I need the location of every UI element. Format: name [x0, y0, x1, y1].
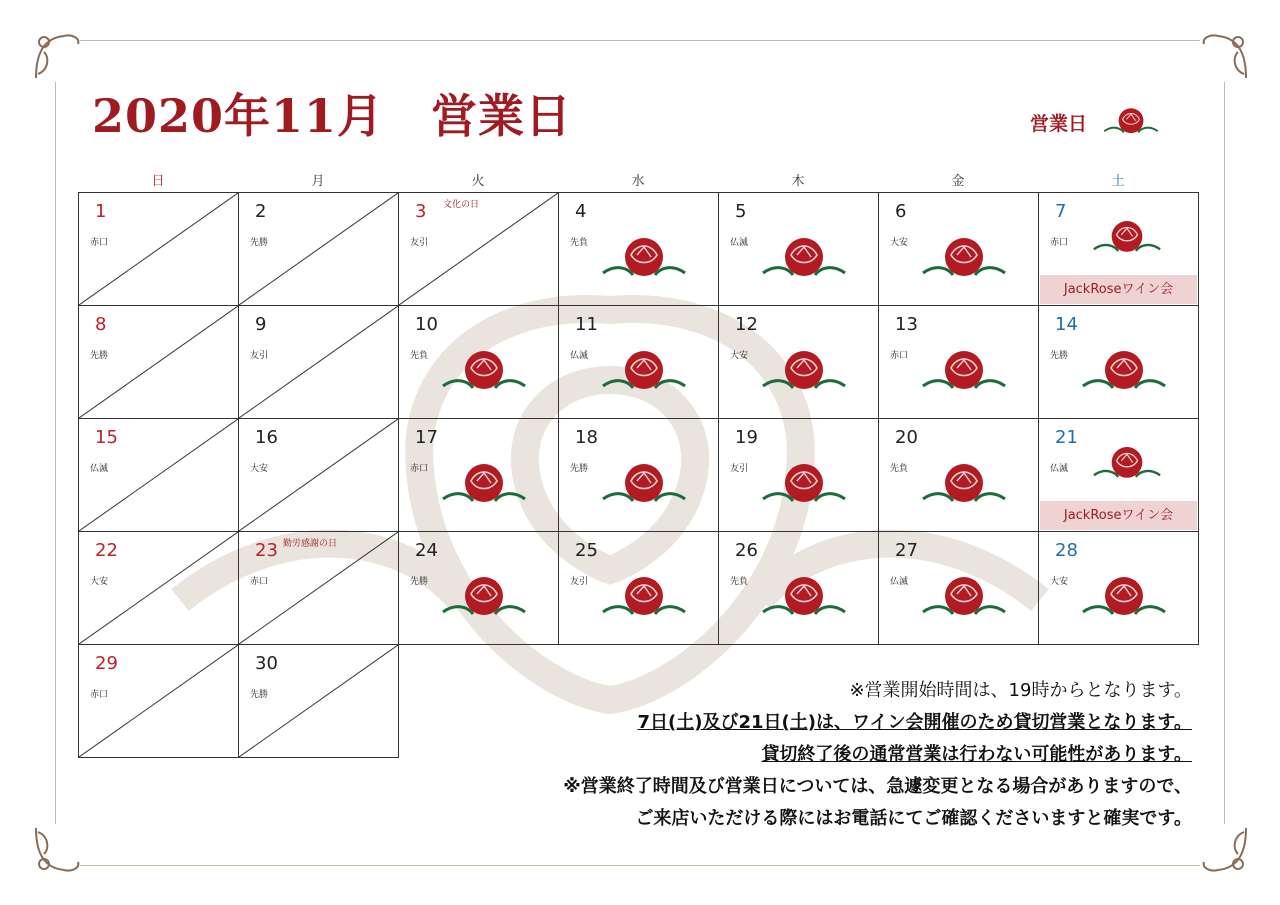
- rokuyo-label: 先勝: [570, 464, 589, 474]
- day-cell: [399, 419, 559, 532]
- day-number: 6: [895, 201, 907, 222]
- frame-right-line: [1224, 82, 1225, 824]
- day-number: 19: [735, 427, 758, 448]
- notes: [563, 676, 1192, 836]
- day-number: 12: [735, 314, 758, 335]
- weekday-header: 土: [1111, 174, 1125, 189]
- day-number: 8: [95, 314, 107, 335]
- rose-icon: [1079, 346, 1169, 398]
- day-cell: [79, 419, 239, 532]
- day-number: 4: [575, 201, 587, 222]
- rose-icon: [919, 346, 1009, 398]
- rokuyo-label: 先負: [570, 238, 589, 248]
- rose-icon: [599, 233, 689, 285]
- day-number: 23: [255, 540, 278, 561]
- rokuyo-label: 大安: [730, 351, 749, 361]
- rokuyo-label: 先負: [890, 464, 909, 474]
- rokuyo-label: 大安: [890, 238, 909, 248]
- day-cell: [399, 193, 559, 306]
- day-cell: [879, 306, 1039, 419]
- day-cell: [879, 193, 1039, 306]
- day-number: 24: [415, 540, 438, 561]
- day-number: 21: [1055, 427, 1078, 448]
- day-cell: [239, 306, 399, 419]
- rokuyo-label: 仏滅: [570, 351, 589, 361]
- day-number: 18: [575, 427, 598, 448]
- rose-icon: [599, 346, 689, 398]
- rokuyo-label: 赤口: [1050, 238, 1069, 248]
- day-number: 29: [95, 653, 118, 674]
- weekday-header: 日: [151, 174, 165, 189]
- day-cell: [719, 532, 879, 645]
- day-number: 28: [1055, 540, 1078, 561]
- legend-label: 営業日: [1030, 112, 1088, 135]
- event-badge: JackRoseワイン会: [1040, 275, 1197, 304]
- rokuyo-label: 赤口: [890, 351, 909, 361]
- rose-icon: [1087, 217, 1167, 259]
- rokuyo-label: 友引: [410, 238, 429, 248]
- corner-ornament-icon: [30, 28, 86, 84]
- rokuyo-label: 赤口: [250, 577, 269, 587]
- rose-icon: [1087, 443, 1167, 485]
- rokuyo-label: 大安: [90, 577, 109, 587]
- calendar-grid: [78, 192, 1199, 758]
- corner-ornament-icon: [30, 822, 86, 878]
- day-number: 15: [95, 427, 118, 448]
- day-cell: [879, 532, 1039, 645]
- day-number: 7: [1055, 201, 1067, 222]
- day-cell: [239, 419, 399, 532]
- day-number: 9: [255, 314, 267, 335]
- rokuyo-label: 友引: [250, 351, 269, 361]
- note-line: 7日(土)及び21日(土)は、ワイン会開催のため貸切営業となります。: [637, 712, 1192, 733]
- day-number: 13: [895, 314, 918, 335]
- calendar-week-row: [79, 419, 1199, 532]
- rose-icon: [599, 459, 689, 511]
- rose-icon: [919, 233, 1009, 285]
- rose-icon: [439, 459, 529, 511]
- rose-icon: [759, 459, 849, 511]
- rose-icon: [439, 346, 529, 398]
- day-number: 5: [735, 201, 747, 222]
- rose-icon: [759, 346, 849, 398]
- rokuyo-label: 友引: [570, 577, 589, 587]
- day-cell: [879, 419, 1039, 532]
- rokuyo-label: 友引: [730, 464, 749, 474]
- day-number: 14: [1055, 314, 1078, 335]
- holiday-label: 文化の日: [443, 200, 480, 210]
- day-number: 11: [575, 314, 598, 335]
- day-cell: [559, 193, 719, 306]
- day-cell: [239, 532, 399, 645]
- day-number: 3: [415, 201, 427, 222]
- day-cell: [399, 306, 559, 419]
- day-cell: [719, 193, 879, 306]
- rokuyo-label: 大安: [1050, 577, 1069, 587]
- day-cell: [239, 193, 399, 306]
- rose-icon: [759, 233, 849, 285]
- note-line: ご来店いただける際にはお電話にてご確認くださいますと確実です。: [635, 808, 1192, 829]
- day-number: 16: [255, 427, 278, 448]
- rokuyo-label: 赤口: [90, 238, 109, 248]
- frame-bottom-line: [80, 865, 1200, 866]
- calendar-week-row: [79, 193, 1199, 306]
- rokuyo-label: 大安: [250, 464, 269, 474]
- day-number: 1: [95, 201, 107, 222]
- calendar-week-row: [79, 306, 1199, 419]
- weekday-header: 火: [471, 174, 485, 189]
- weekday-header: 水: [631, 174, 645, 189]
- day-number: 26: [735, 540, 758, 561]
- day-cell: [79, 306, 239, 419]
- rose-icon: [1079, 572, 1169, 624]
- day-cell: [79, 193, 239, 306]
- rokuyo-label: 仏滅: [890, 577, 909, 587]
- rose-icon: [919, 572, 1009, 624]
- day-number: 22: [95, 540, 118, 561]
- note-line: ※営業開始時間は、19時からとなります。: [849, 680, 1192, 701]
- day-number: 10: [415, 314, 438, 335]
- day-cell: [559, 306, 719, 419]
- note-line: 貸切終了後の通常営業は行わない可能性があります。: [761, 744, 1192, 765]
- weekday-header: 金: [951, 174, 965, 189]
- rose-icon: [919, 459, 1009, 511]
- rokuyo-label: 仏滅: [1050, 464, 1069, 474]
- day-cell: [1039, 419, 1199, 532]
- rose-icon: [1101, 105, 1161, 139]
- day-cell: [239, 645, 399, 758]
- frame-left-line: [55, 82, 56, 824]
- legend: [1030, 105, 1161, 139]
- weekday-header: 木: [791, 174, 805, 189]
- rokuyo-label: 仏滅: [730, 238, 749, 248]
- day-number: 17: [415, 427, 438, 448]
- note-line: ※営業終了時間及び営業日については、急遽変更となる場合がありますので、: [563, 776, 1192, 797]
- day-cell: [79, 532, 239, 645]
- day-number: 30: [255, 653, 278, 674]
- day-cell: [559, 419, 719, 532]
- rokuyo-label: 先勝: [90, 351, 109, 361]
- rokuyo-label: 赤口: [410, 464, 429, 474]
- day-number: 25: [575, 540, 598, 561]
- day-cell: [1039, 193, 1199, 306]
- rokuyo-label: 赤口: [90, 690, 109, 700]
- rokuyo-label: 先負: [410, 351, 429, 361]
- corner-ornament-icon: [1196, 822, 1252, 878]
- frame-top-line: [80, 40, 1200, 41]
- holiday-label: 勤労感謝の日: [283, 539, 338, 549]
- event-badge: JackRoseワイン会: [1040, 501, 1197, 530]
- calendar-week-row: [79, 532, 1199, 645]
- weekday-header: 月: [311, 174, 325, 189]
- day-cell: [1039, 306, 1199, 419]
- day-number: 2: [255, 201, 267, 222]
- rose-icon: [439, 572, 529, 624]
- rokuyo-label: 仏滅: [90, 464, 109, 474]
- corner-ornament-icon: [1196, 28, 1252, 84]
- rose-icon: [599, 572, 689, 624]
- day-cell: [1039, 532, 1199, 645]
- day-cell: [719, 419, 879, 532]
- page-title: 2020年11月 営業日: [92, 89, 573, 143]
- day-cell: [79, 645, 239, 758]
- day-number: 20: [895, 427, 918, 448]
- rose-icon: [759, 572, 849, 624]
- rokuyo-label: 先勝: [1050, 351, 1069, 361]
- day-number: 27: [895, 540, 918, 561]
- empty-cell: [399, 645, 559, 758]
- day-cell: [559, 532, 719, 645]
- rokuyo-label: 先勝: [250, 238, 269, 248]
- rokuyo-label: 先勝: [410, 577, 429, 587]
- day-cell: [399, 532, 559, 645]
- rokuyo-label: 先負: [730, 577, 749, 587]
- day-cell: [719, 306, 879, 419]
- rokuyo-label: 先勝: [250, 690, 269, 700]
